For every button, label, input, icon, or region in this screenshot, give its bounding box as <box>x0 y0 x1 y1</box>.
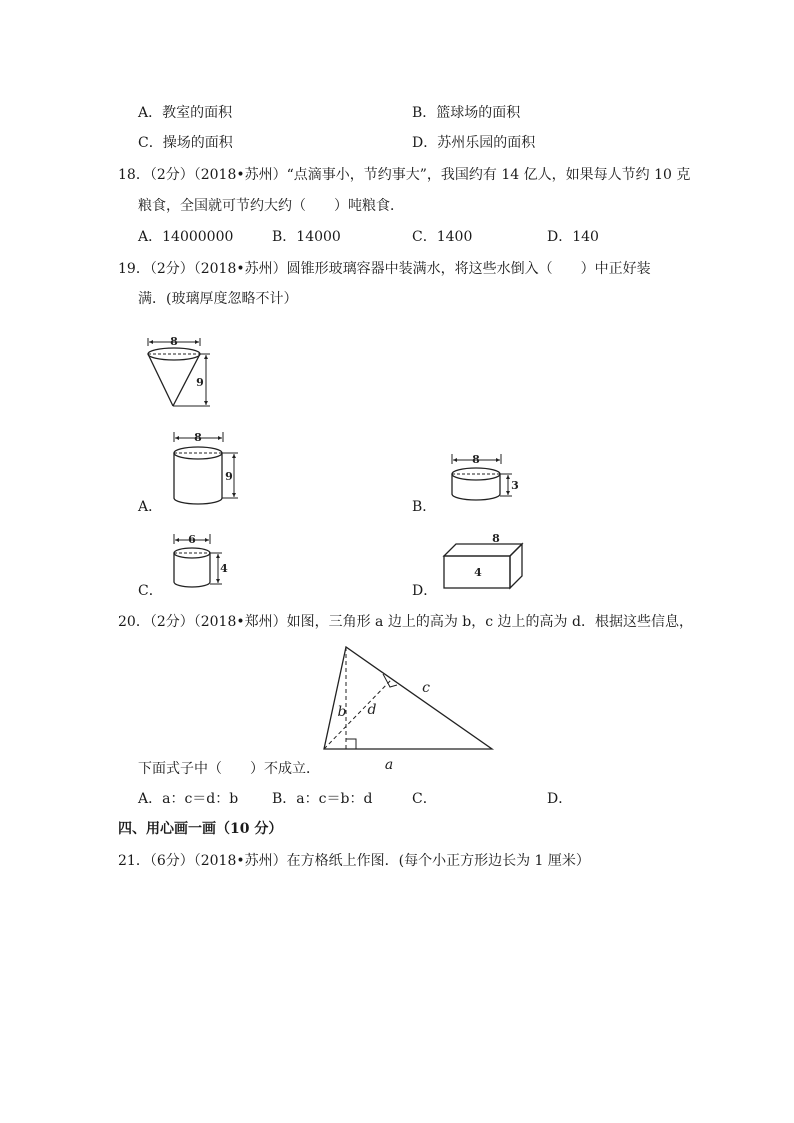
q17-option-d: D．苏州乐园的面积 <box>412 135 536 151</box>
triangle-figure <box>318 640 518 776</box>
q20-option-c: C． <box>412 791 437 807</box>
option-d-cuboid-figure <box>436 532 526 594</box>
option-b-height-label: 3 <box>511 479 519 492</box>
q18-stem-line2: 粮食，全国就可节约大约（ ）吨粮食． <box>138 198 404 214</box>
q19-option-d-label: D． <box>412 583 438 599</box>
q17-option-b: B．篮球场的面积 <box>412 105 521 121</box>
q20-option-b: B．a：c＝b：d <box>272 791 373 807</box>
q18-option-b: B．14000 <box>272 229 341 245</box>
q19-option-a-label: A． <box>138 499 163 515</box>
q18-stem-line1: 18．（2分）（2018•苏州）“点滴事小，节约事大”，我国约有 14 亿人，如果每人节约 10 克 <box>118 167 691 183</box>
option-b-diameter-label: 8 <box>472 453 480 466</box>
option-d-side-label: 4 <box>474 566 482 579</box>
cone-height-label: 9 <box>196 376 204 389</box>
q17-option-a: A．教室的面积 <box>138 105 233 121</box>
q21-stem-line1: 21．（6分）（2018•苏州）在方格纸上作图．(每个小正方形边长为 1 厘米） <box>118 853 590 869</box>
q20-stem-line1: 20．（2分）（2018•郑州）如图，三角形 a 边上的高为 b，c 边上的高为 d．根据这些信息， <box>118 614 693 630</box>
q19-option-b-label: B． <box>412 499 437 515</box>
q20-option-d: D． <box>547 791 573 807</box>
side-a-label: a <box>384 757 394 773</box>
q20-stem-line2: 下面式子中（ ）不成立． <box>138 761 320 777</box>
section-title: 四、用心画一画（10 分） <box>118 821 283 837</box>
option-c-cylinder-figure <box>168 532 240 592</box>
q19-stem-line1: 19．（2分）（2018•苏州）圆锥形玻璃容器中装满水，将这些水倒入（ ）中正好装 <box>118 261 651 277</box>
side-b-label: b <box>337 704 347 720</box>
option-a-cylinder-figure <box>168 428 248 512</box>
option-b-cylinder-figure <box>446 452 526 508</box>
cone-diameter-label: 8 <box>170 335 178 348</box>
q17-option-c: C．操场的面积 <box>138 135 233 151</box>
option-c-height-label: 4 <box>220 562 228 575</box>
q18-option-d: D．140 <box>547 229 599 245</box>
q18-option-a: A．14000000 <box>138 229 234 245</box>
option-c-diameter-label: 6 <box>188 533 196 546</box>
option-d-top-label: 8 <box>492 532 500 545</box>
q19-option-c-label: C． <box>138 583 163 599</box>
side-d-label: d <box>367 702 377 718</box>
q20-option-a: A．a：c＝d：b <box>138 791 239 807</box>
q19-stem-line2: 满．(玻璃厚度忽略不计） <box>138 291 298 307</box>
cone-figure <box>140 332 220 412</box>
side-c-label: c <box>422 680 430 696</box>
option-a-diameter-label: 8 <box>194 431 202 444</box>
q18-option-c: C．1400 <box>412 229 473 245</box>
option-a-height-label: 9 <box>225 470 233 483</box>
